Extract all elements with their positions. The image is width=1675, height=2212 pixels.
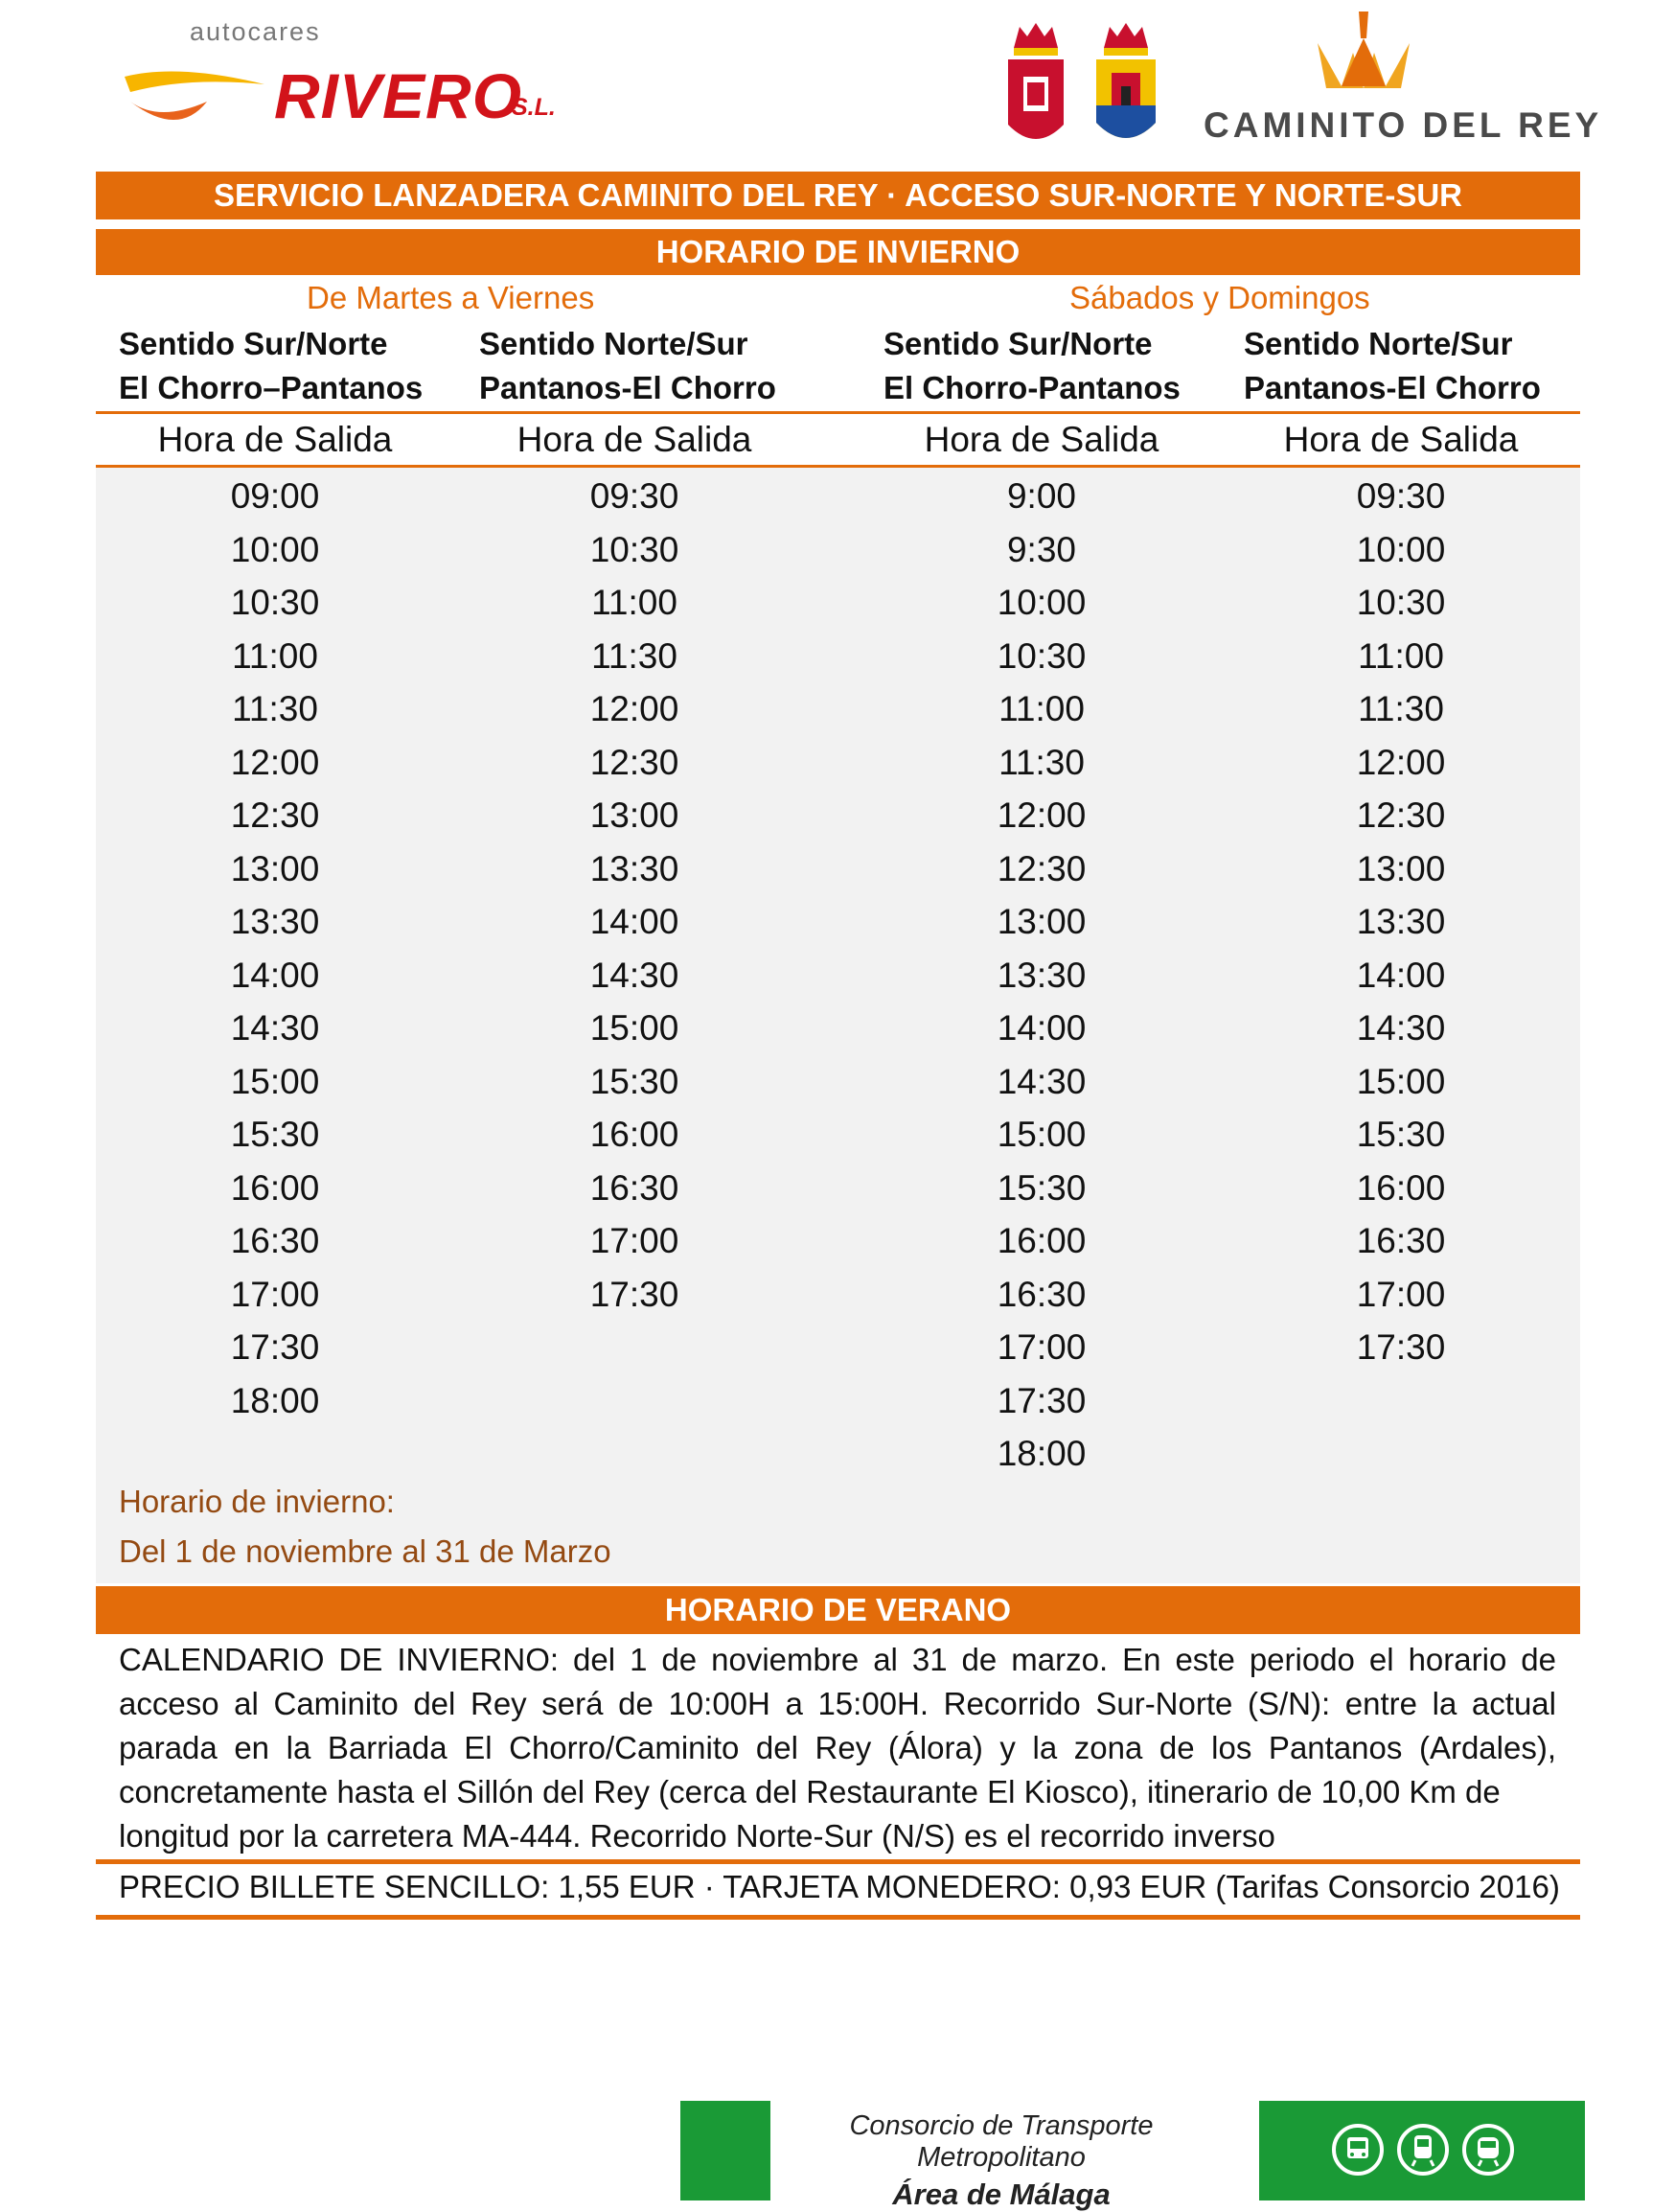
rivero-name: RIVERO [274,60,523,131]
price-info: PRECIO BILLETE SENCILLO: 1,55 EUR · TARJETA MONEDERO: 0,93 EUR (Tarifas Consorcio 2016) [119,1869,1560,1904]
bus-icon [1332,2124,1384,2176]
departure-time: 10:30 [1356,583,1446,622]
departure-time: 14:30 [589,955,679,995]
caminito-logo [1198,0,1603,161]
departure-time: 11:30 [232,689,318,728]
column-3-direction: Sentido Sur/Norte [883,326,1153,361]
column-header-2 [479,322,776,410]
departure-time: 14:30 [230,1008,320,1048]
crown-icon [1198,0,1529,105]
departure-time: 16:30 [997,1274,1087,1314]
times-column-1 [96,470,454,1427]
summer-schedule-band: HORARIO DE VERANO [96,1583,1580,1637]
times-column-2 [455,470,814,1321]
caminito-logo-text: CAMINITO DEL REY [1204,105,1603,145]
departure-time: 17:00 [589,1221,679,1260]
departure-time: 13:30 [589,848,679,888]
departure-time: 13:30 [997,955,1087,995]
departure-time: 18:00 [230,1380,320,1420]
departure-time: 17:00 [997,1327,1087,1367]
departure-time: 09:30 [589,476,679,516]
departure-time: 11:30 [998,742,1085,782]
departure-time: 10:30 [230,583,320,622]
times-column-3 [862,470,1221,1481]
footer-green-block [680,2101,770,2200]
consortium-area: Área de Málaga [892,2177,1111,2211]
ardales-crest-icon [1090,19,1162,153]
departure-time: 17:00 [230,1274,320,1314]
departure-time: 10:00 [997,583,1087,622]
departure-time: 14:00 [230,955,320,995]
consortium-logo-text [776,2110,1227,2212]
departure-time: 13:00 [589,795,679,835]
title-band: SERVICIO LANZADERA CAMINITO DEL REY · ACCESO SUR-NORTE Y NORTE-SUR [96,169,1580,222]
times-column-4 [1222,470,1580,1374]
departure-time: 10:30 [997,635,1087,676]
departure-time: 14:00 [997,1008,1087,1048]
departure-time: 14:00 [589,902,679,941]
consortium-name: Consorcio de Transporte Metropolitano [849,2110,1154,2173]
departure-time: 12:30 [997,848,1087,888]
departure-time: 11:00 [232,635,318,676]
column-2-direction: Sentido Norte/Sur [479,326,748,361]
departure-time: 15:00 [1356,1061,1446,1101]
departure-header-2: Hora de Salida [516,420,752,459]
column-header-3 [883,322,1181,410]
departure-time: 9:30 [1006,529,1076,569]
train-icon [1397,2124,1449,2176]
departure-time: 16:00 [997,1221,1087,1260]
divider [96,411,1580,414]
winter-schedule-band: HORARIO DE INVIERNO [96,226,1580,278]
departure-time: 17:30 [230,1327,320,1367]
rivero-sl: S.L. [512,94,556,121]
departure-time: 12:30 [589,742,679,782]
column-1-direction: Sentido Sur/Norte [119,326,388,361]
departure-time: 17:30 [589,1274,679,1314]
column-header-1 [119,322,423,410]
departure-time: 12:00 [589,689,679,728]
departure-time: 16:30 [230,1221,320,1260]
departure-time: 11:30 [591,635,677,676]
departure-header-3: Hora de Salida [924,420,1159,459]
departure-time: 10:00 [1356,529,1446,569]
winter-note-dates: Del 1 de noviembre al 31 de Marzo [119,1533,611,1569]
departure-time: 16:30 [1356,1221,1446,1260]
calendar-text: CALENDARIO DE INVIERNO: del 1 de noviembre al 31 de marzo. En este periodo el horario de acceso al Caminito del Rey será de 10:00H a 15:00H. Recorrido Sur-Norte (S/N): entre la actual parada en la Barriada El Chorro/Caminito del Rey (Álora) y la zona de los Pantanos (Ardales), concretamente hasta el Sillón del Rey (cerca del Restaurante El Kiosco), itinerario de 10,00 Km de [119,1642,1556,1809]
departure-time: 11:00 [591,583,677,622]
departure-time: 12:00 [997,795,1087,835]
departure-time: 15:30 [997,1167,1087,1208]
departure-time: 11:30 [1358,689,1444,728]
winter-note-title: Horario de invierno: [119,1484,395,1519]
departure-time: 15:30 [589,1061,679,1101]
departure-time: 09:30 [1356,476,1446,516]
divider [96,1859,1580,1864]
departure-time: 12:30 [230,795,320,835]
departure-time: 13:00 [230,848,320,888]
departure-time: 12:30 [1356,795,1446,835]
departure-time: 13:00 [997,902,1087,941]
rivero-logo [121,17,554,130]
departure-time: 14:30 [997,1061,1087,1101]
departure-header-1: Hora de Salida [157,420,393,459]
calendar-text-last-line: longitud por la carretera MA-444. Recorrido Norte-Sur (N/S) es el recorrido inverso [119,1818,1275,1854]
column-2-route: Pantanos-El Chorro [479,370,776,405]
departure-time: 16:00 [589,1115,679,1154]
divider [96,1915,1580,1920]
footer-transport-icons [1259,2101,1585,2200]
departure-time: 13:30 [230,902,320,941]
group-weekday: De Martes a Viernes [307,280,595,315]
departure-time: 17:00 [1356,1274,1446,1314]
column-3-route: El Chorro-Pantanos [883,370,1181,405]
departure-time: 13:30 [1356,902,1446,941]
departure-time: 13:00 [1356,848,1446,888]
column-1-route: El Chorro–Pantanos [119,370,424,405]
departure-time: 10:30 [589,529,679,569]
rivero-small-text: autocares [190,17,321,46]
departure-time: 12:00 [1356,742,1446,782]
departure-time: 14:00 [1356,955,1446,995]
column-4-route: Pantanos-El Chorro [1244,370,1541,405]
departure-time: 15:30 [1356,1115,1446,1154]
group-weekend: Sábados y Domingos [1069,280,1370,315]
rivero-swoosh-icon [121,63,274,140]
departure-time: 09:00 [230,476,320,516]
departure-time: 15:00 [589,1008,679,1048]
departure-time: 14:30 [1356,1008,1446,1048]
departure-time: 9:00 [1006,476,1076,516]
departure-time: 15:00 [997,1115,1087,1154]
alora-crest-icon [1002,19,1069,153]
departure-time: 11:00 [998,689,1085,728]
metro-icon [1462,2124,1514,2176]
departure-time: 10:00 [230,529,320,569]
column-header-4 [1244,322,1541,410]
departure-time: 17:30 [1356,1327,1446,1367]
departure-time: 16:00 [1356,1167,1446,1208]
departure-time: 17:30 [997,1380,1087,1420]
departure-time: 18:00 [997,1434,1087,1473]
departure-time: 16:00 [230,1167,320,1208]
departure-time: 11:00 [1358,635,1444,676]
departure-time: 12:00 [230,742,320,782]
departure-time: 15:30 [230,1115,320,1154]
departure-header-4: Hora de Salida [1283,420,1519,459]
departure-time: 15:00 [230,1061,320,1101]
column-4-direction: Sentido Norte/Sur [1244,326,1513,361]
departure-time: 16:30 [589,1167,679,1208]
